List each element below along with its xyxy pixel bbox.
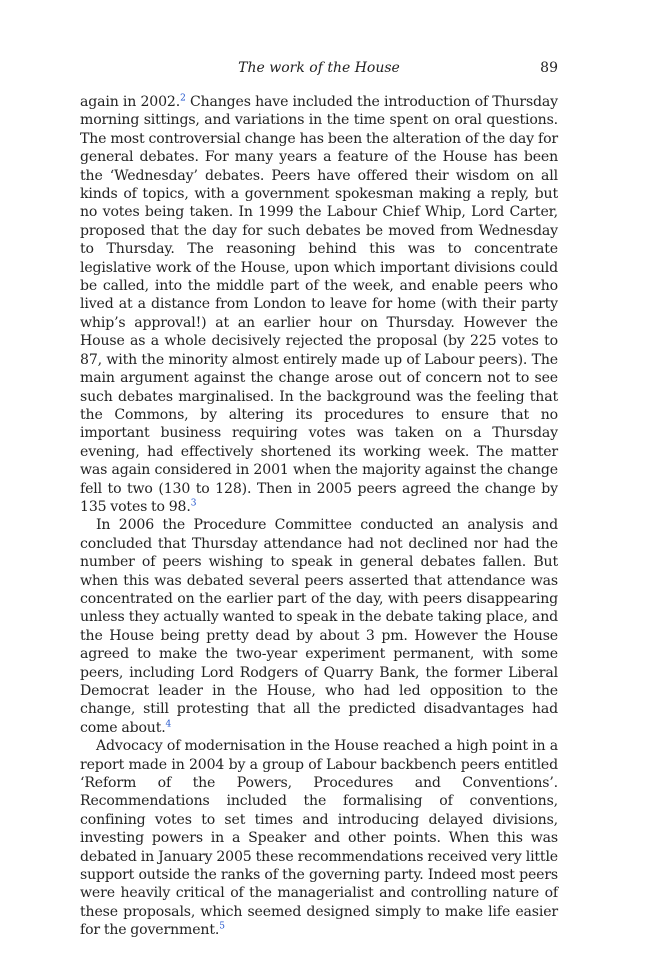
paragraph-1 [80,93,558,516]
paragraph-text: In 2006 the Procedure Committee conducted an analysis and concluded that Thursday attendance had not declined nor had the number of peers wishing to speak in general debates fallen. But when this was debated several peers asserted that attendance was concentrated on the earlier part of the day, with peers disappearing unless they actually wanted to speak in the debate taking place, and the House being pretty dead by about 3 pm. However the House agreed to make the two-year experiment permanent, with some peers, including Lord Rodgers of Quarry Bank, the former Liberal Democrat leader in the House, who had led opposition to the change, still protesting that all the predicted disadvantages had come about. [80,517,558,736]
paragraph-text: Advocacy of modernisation in the House reached a high point in a report made in 2004 by a group of Labour backbench peers entitled ‘Reform of the Powers, Procedures and Conventions’. Recommendations included the formalising of conventions, confining votes to set times and introducing delayed divisions, investing powers in a Speaker and other points. When this was debated in January 2005 these recommendations received very little support outside the ranks of the governing party. Indeed most peers were heavily critical of the managerialist and controlling nature of these proposals, which seemed designed simply to make life easier for the government. [80,738,558,939]
body-text [80,93,558,940]
paragraph-2 [80,516,558,737]
paragraph-3 [80,737,558,939]
running-title: The work of the House [238,60,400,76]
footnote-marker-5[interactable]: 5 [219,921,225,932]
page-number: 89 [540,60,558,76]
paragraph-text: again in 2002. [80,94,181,110]
footnote-marker-2[interactable]: 2 [180,93,186,104]
paragraph-text: Changes have included the introduction of Thursday morning sittings, and variations in the time spent on oral questions. The most controversial change has been the alteration of the day for general debates. For many years a feature of the House has been the ‘Wednesday’ debates. Peers have offered their wisdom on all kinds of topics, with a government spokesman making a reply, but no votes being taken. In 1999 the Labour Chief Whip, Lord Carter, proposed that the day for such debates be moved from Wednesday to Thursday. The reasoning behind this was to concentrate legislative work of the House, upon which important divisions could be called, into the middle part of the week, and enable peers who lived at a distance from London to leave for home (with their party whip’s approval!) at an earlier hour on Thursday. However the House as a whole decisively rejected the proposal (by 225 votes to 87, with the minority almost entirely made up of Labour peers). The main argument against the change arose out of concern not to see such debates marginalised. In the background was the feeling that the Commons, by altering its procedures to ensure that no important business requiring votes was taken on a Thursday evening, had effectively shortened its working week. The matter was again considered in 2001 when the majority against the change fell to two (130 to 128). Then in 2005 peers agreed the change by 135 votes to 98. [80,94,558,515]
running-header [80,58,558,78]
footnote-marker-4[interactable]: 4 [165,719,172,730]
footnote-marker-3[interactable]: 3 [190,498,197,509]
